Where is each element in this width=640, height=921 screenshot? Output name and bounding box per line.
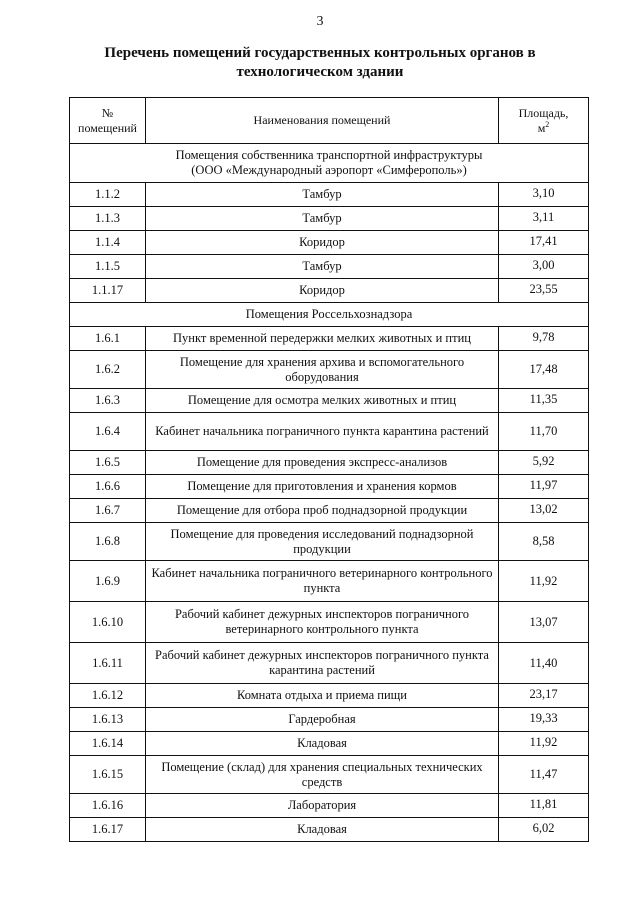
room-name-cell: Кладовая bbox=[146, 818, 499, 842]
room-number-cell: 1.6.6 bbox=[70, 475, 146, 499]
room-name-cell: Помещение для приготовления и хранения кормов bbox=[146, 475, 499, 499]
room-area-cell: 17,48 bbox=[499, 351, 589, 389]
room-name-cell: Комната отдыха и приема пищи bbox=[146, 684, 499, 708]
room-number-cell: 1.1.5 bbox=[70, 255, 146, 279]
table-row bbox=[70, 451, 589, 475]
room-number-cell: 1.6.1 bbox=[70, 327, 146, 351]
header-area-line1: Площадь, bbox=[518, 105, 569, 120]
room-area-cell: 11,97 bbox=[499, 475, 589, 499]
room-name-cell: Помещение для проведения экспресс-анализов bbox=[146, 451, 499, 475]
room-number-cell: 1.6.8 bbox=[70, 523, 146, 561]
table-row bbox=[70, 684, 589, 708]
room-name-cell: Коридор bbox=[146, 279, 499, 303]
room-number-cell: 1.6.10 bbox=[70, 602, 146, 643]
table-row bbox=[70, 732, 589, 756]
room-area-cell: 13,07 bbox=[499, 602, 589, 643]
table-row bbox=[70, 561, 589, 602]
room-number-cell: 1.1.2 bbox=[70, 183, 146, 207]
room-area-cell: 8,58 bbox=[499, 523, 589, 561]
room-area-cell: 11,35 bbox=[499, 389, 589, 413]
document-title bbox=[60, 44, 580, 82]
section-title-infrastructure bbox=[70, 144, 589, 183]
room-number-cell: 1.6.9 bbox=[70, 561, 146, 602]
room-name-cell: Помещение для осмотра мелких животных и птиц bbox=[146, 389, 499, 413]
room-area-cell: 23,55 bbox=[499, 279, 589, 303]
room-number-cell: 1.1.4 bbox=[70, 231, 146, 255]
header-area bbox=[499, 98, 589, 144]
room-number-cell: 1.6.4 bbox=[70, 413, 146, 451]
header-name: Наименования помещений bbox=[146, 98, 499, 144]
table-row bbox=[70, 523, 589, 561]
table-row bbox=[70, 183, 589, 207]
room-area-cell: 3,11 bbox=[499, 207, 589, 231]
room-area-cell: 6,02 bbox=[499, 818, 589, 842]
room-number-cell: 1.6.15 bbox=[70, 756, 146, 794]
room-area-cell: 9,78 bbox=[499, 327, 589, 351]
room-number-cell: 1.6.5 bbox=[70, 451, 146, 475]
room-name-cell: Помещение (склад) для хранения специальных технических средств bbox=[146, 756, 499, 794]
room-name-cell: Рабочий кабинет дежурных инспекторов пограничного ветеринарного контрольного пункта bbox=[146, 602, 499, 643]
room-name-cell: Помещение для проведения исследований поднадзорной продукции bbox=[146, 523, 499, 561]
table-row bbox=[70, 389, 589, 413]
room-area-cell: 3,00 bbox=[499, 255, 589, 279]
table-row bbox=[70, 413, 589, 451]
section-header-row bbox=[70, 303, 589, 327]
room-name-cell: Кладовая bbox=[146, 732, 499, 756]
room-name-cell: Тамбур bbox=[146, 207, 499, 231]
title-line-2: технологическом здании bbox=[236, 64, 404, 80]
room-number-cell: 1.6.17 bbox=[70, 818, 146, 842]
premises-table bbox=[69, 97, 589, 842]
room-name-cell: Коридор bbox=[146, 231, 499, 255]
room-number-cell: 1.6.12 bbox=[70, 684, 146, 708]
room-area-cell: 23,17 bbox=[499, 684, 589, 708]
room-name-cell: Лаборатория bbox=[146, 794, 499, 818]
room-area-cell: 5,92 bbox=[499, 451, 589, 475]
section-header-row bbox=[70, 144, 589, 183]
room-name-cell: Рабочий кабинет дежурных инспекторов пограничного пункта карантина растений bbox=[146, 643, 499, 684]
room-number-cell: 1.6.3 bbox=[70, 389, 146, 413]
room-number-cell: 1.6.2 bbox=[70, 351, 146, 389]
room-area-cell: 11,81 bbox=[499, 794, 589, 818]
room-number-cell: 1.6.11 bbox=[70, 643, 146, 684]
page-number: 3 bbox=[316, 14, 324, 29]
table-row bbox=[70, 231, 589, 255]
header-area-unit bbox=[503, 121, 584, 136]
table-row bbox=[70, 475, 589, 499]
header-number bbox=[70, 98, 146, 144]
room-name-cell: Помещение для хранения архива и вспомогательного оборудования bbox=[146, 351, 499, 389]
room-area-cell: 11,92 bbox=[499, 561, 589, 602]
table-row bbox=[70, 351, 589, 389]
table-row bbox=[70, 794, 589, 818]
table-row bbox=[70, 756, 589, 794]
table-row bbox=[70, 279, 589, 303]
area-unit-power: 2 bbox=[545, 119, 550, 129]
room-area-cell: 11,70 bbox=[499, 413, 589, 451]
title-line-1: Перечень помещений государственных контрольных органов в bbox=[104, 45, 536, 61]
table-row bbox=[70, 327, 589, 351]
room-name-cell: Тамбур bbox=[146, 183, 499, 207]
section-title-rosselkhoznadzor: Помещения Россельхознадзора bbox=[70, 303, 589, 327]
room-area-cell: 11,92 bbox=[499, 732, 589, 756]
table-row bbox=[70, 602, 589, 643]
section-title-line2: (ООО «Международный аэропорт «Симферополь») bbox=[191, 163, 467, 177]
room-name-cell: Кабинет начальника пограничного ветеринарного контрольного пункта bbox=[146, 561, 499, 602]
room-area-cell: 19,33 bbox=[499, 708, 589, 732]
room-name-cell: Помещение для отбора проб поднадзорной продукции bbox=[146, 499, 499, 523]
room-number-cell: 1.6.14 bbox=[70, 732, 146, 756]
table-row bbox=[70, 499, 589, 523]
room-area-cell: 17,41 bbox=[499, 231, 589, 255]
room-area-cell: 3,10 bbox=[499, 183, 589, 207]
table-row bbox=[70, 255, 589, 279]
room-area-cell: 11,40 bbox=[499, 643, 589, 684]
table-row bbox=[70, 207, 589, 231]
room-number-cell: 1.1.3 bbox=[70, 207, 146, 231]
header-row bbox=[70, 98, 589, 144]
table-row bbox=[70, 643, 589, 684]
room-number-cell: 1.6.7 bbox=[70, 499, 146, 523]
table-row bbox=[70, 708, 589, 732]
room-name-cell: Гардеробная bbox=[146, 708, 499, 732]
room-number-cell: 1.6.13 bbox=[70, 708, 146, 732]
room-number-cell: 1.1.17 bbox=[70, 279, 146, 303]
room-name-cell: Кабинет начальника пограничного пункта карантина растений bbox=[146, 413, 499, 451]
room-name-cell: Пункт временной передержки мелких животных и птиц bbox=[146, 327, 499, 351]
header-number-line2: помещений bbox=[78, 120, 137, 135]
table-row bbox=[70, 818, 589, 842]
section-title-line1: Помещения собственника транспортной инфраструктуры bbox=[175, 148, 483, 162]
area-unit: м bbox=[537, 120, 546, 135]
room-area-cell: 13,02 bbox=[499, 499, 589, 523]
room-area-cell: 11,47 bbox=[499, 756, 589, 794]
room-name-cell: Тамбур bbox=[146, 255, 499, 279]
room-number-cell: 1.6.16 bbox=[70, 794, 146, 818]
header-number-line1: № bbox=[101, 105, 114, 120]
